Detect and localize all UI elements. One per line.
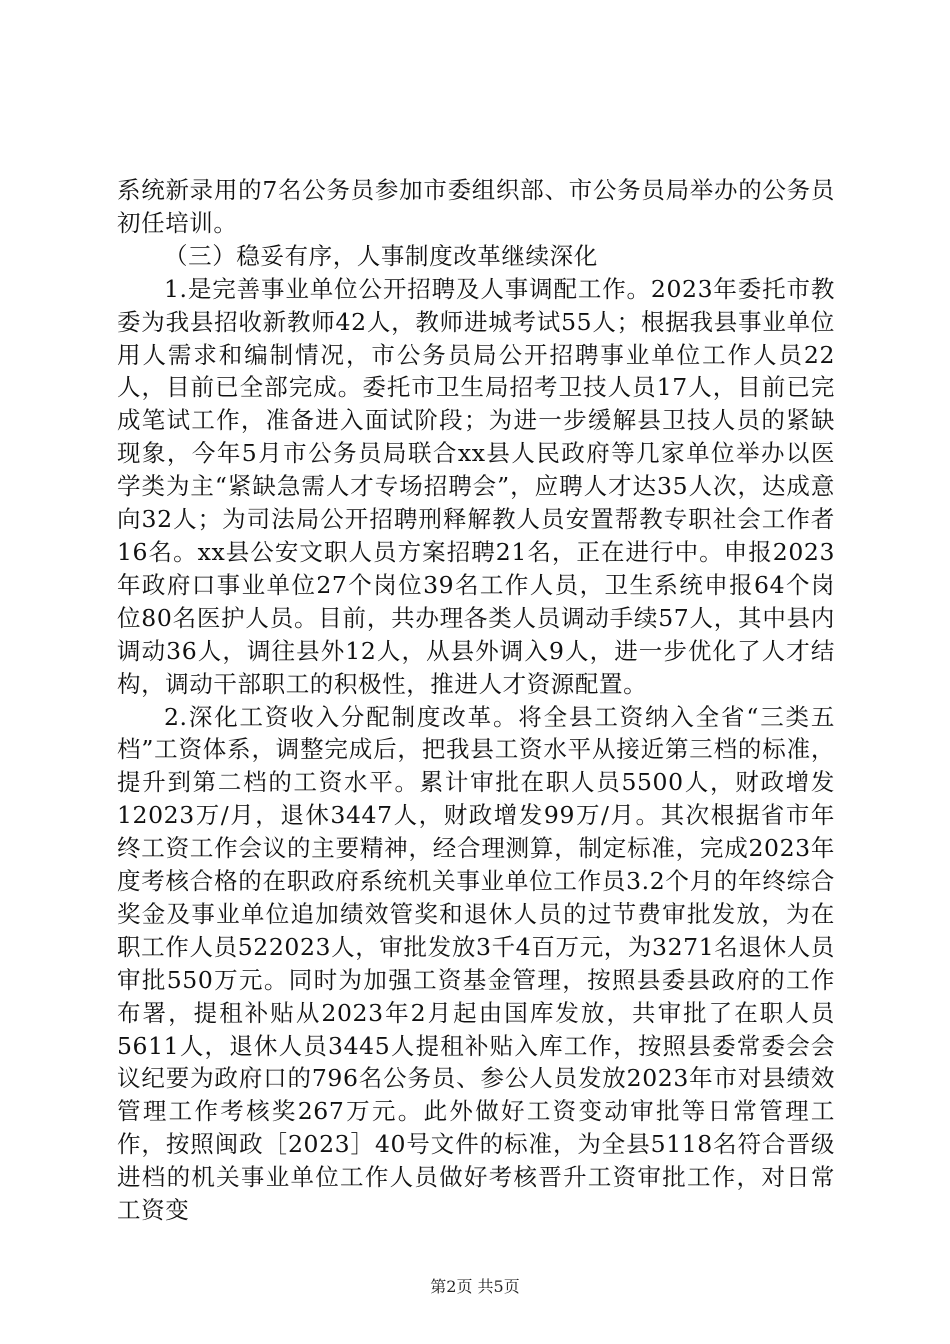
page-footer: 第2页 共5页 — [430, 1277, 520, 1296]
paragraph-salary-reform: 2.深化工资收入分配制度改革。将全县工资纳入全省“三类五档”工资体系，调整完成后，把我县工资水平从接近第三档的标准，提升到第二档的工资水平。累计审批在职人员5500人，财政增发12023万/月，退休3447人，财政增发99万/月。其次根据省市年终工资工作会议的主要精神，经合理测算，制定标准，完成2023年度考核合格的在职政府系统机关事业单位工作员3.2个月的年终综合奖金及事业单位追加绩效管奖和退休人员的过节费审批发放，为在职工作人员522023人，审批发放3千4百万元，为3271名退休人员审批550万元。同时为加强工资基金管理，按照县委县政府的工作布署，提租补贴从2023年2月起由国库发放，共审批了在职人员5611人，退休人员3445人提租补贴入库工作，按照县委常委会会议纪要为政府口的796名公务员、参公人员发放2023年市对县绩效管理工作考核奖267万元。此外做好工资变动审批等日常管理工作，按照闽政［2023］40号文件的标准，为全县5118名符合晋级进档的机关事业单位工作人员做好考核晋升工资审批工作，对日常工资变 — [117, 702, 835, 1225]
paragraph-continuation: 系统新录用的7名公务员参加市委组织部、市公务员局举办的公务员初任培训。 — [117, 176, 835, 237]
section-heading: （三）稳妥有序，人事制度改革继续深化 — [164, 241, 598, 270]
paragraph-recruitment: 1.是完善事业单位公开招聘及人事调配工作。2023年委托市教委为我县招收新教师42人，教师进城考试55人；根据我县事业单位用人需求和编制情况，市公务员局公开招聘事业单位工作人员22人，目前已全部完成。委托市卫生局招考卫技人员17人，目前已完成笔试工作，准备进入面试阶段；为进一步缓解县卫技人员的紧缺现象，今年5月市公务员局联合xx县人民政府等几家单位举办以医学类为主“紧缺急需人才专场招聘会”，应聘人才达35人次，达成意向32人；为司法局公开招聘刑释解教人员安置帮教专职社会工作者16名。xx县公安文职人员方案招聘21名，正在进行中。申报2023年政府口事业单位27个岗位39名工作人员，卫生系统申报64个岗位80名医护人员。目前，共办理各类人员调动手续57人，其中县内调动36人，调往县外12人，从县外调入9人，进一步优化了人才结构，调动干部职工的积极性，推进人才资源配置。 — [117, 274, 835, 698]
document-body — [117, 174, 835, 1227]
